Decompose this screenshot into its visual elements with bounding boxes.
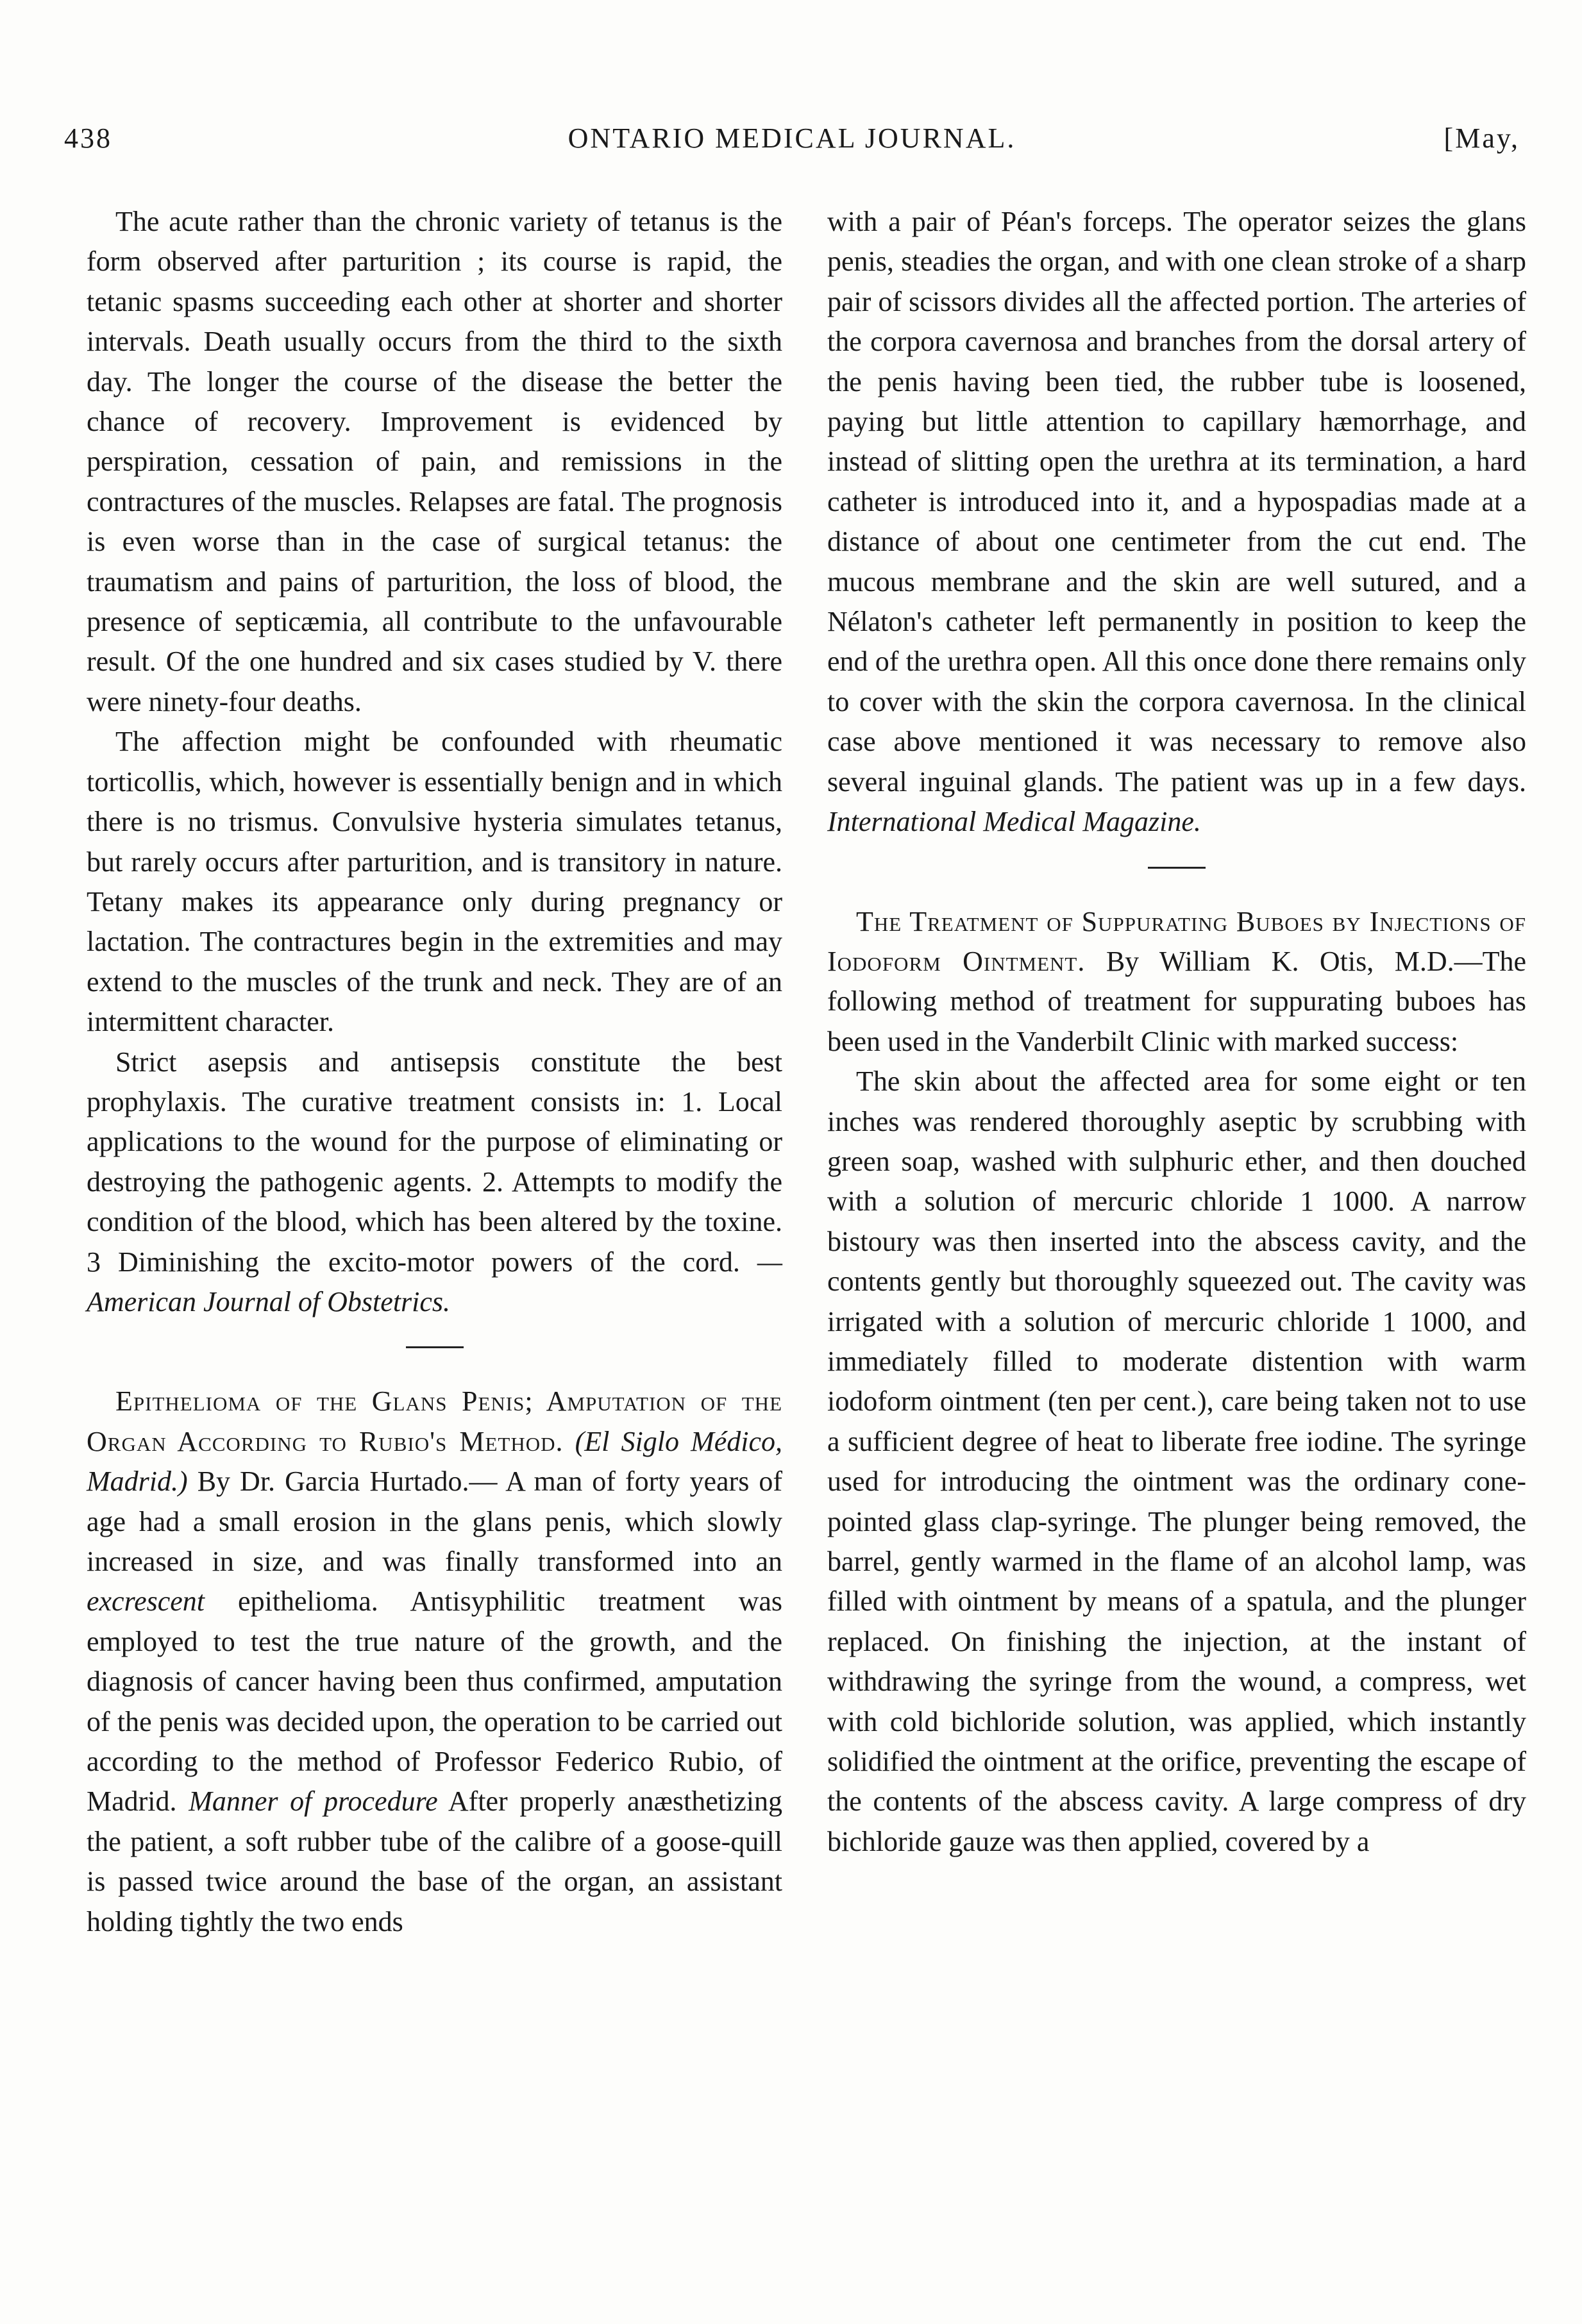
issue-month: [May, xyxy=(1443,122,1520,154)
left-column xyxy=(87,202,782,1942)
excrescent-word: excrescent xyxy=(87,1585,205,1618)
tetanus-paragraph-3-text: Strict asepsis and antisepsis constitute the best prophylaxis. The curative treatment consists in: 1. Local applications to the wound for the purpose of eliminating or destroying the pathogenic agents. 2. Attempts to modify the condition of the blood, which has been altered by the toxine. 3 Diminishing the excito-motor powers of the cord. xyxy=(87,1046,782,1278)
manner-of-procedure: Manner of procedure xyxy=(189,1785,438,1818)
page-number: 438 xyxy=(64,122,112,154)
epithelioma-title: Epithelioma of the Glans Penis; Amputation of the Organ According to Rubio's Method. xyxy=(87,1385,782,1457)
journal-title: ONTARIO MEDICAL JOURNAL. xyxy=(568,122,1016,154)
article-divider-right xyxy=(1148,867,1206,869)
tetanus-source: —American Journal of Obstetrics. xyxy=(87,1246,782,1317)
epithelioma-body: By Dr. Garcia Hurtado.— A man of forty years of age had a small erosion in the glans penis, which slowly increased in size, and was finally transformed into an xyxy=(87,1466,782,1577)
epithelioma-source: (El Siglo Médico, Madrid.) xyxy=(87,1425,783,1498)
buboes-article xyxy=(827,902,1526,1062)
rubio-continuation xyxy=(827,202,1526,842)
buboes-paragraph: The skin about the affected area for some eight or ten inches was rendered thoroughly aseptic by scrubbing with green soap, washed with sulphuric ether, and then douched with a solution of mercuric chloride 1 1000. A narrow bistoury was then inserted into the abscess cavity, and the contents gently but thoroughly squeezed out. The cavity was irrigated with a solution of mercuric chloride 1 1000, and immediately filled to moderate distention with warm iodoform ointment (ten per cent.), care being taken not to use a sufficient degree of heat to liberate free iodine. The syringe used for introducing the ointment was the ordinary cone-pointed glass clap-syringe. The plunger being removed, the barrel, gently warmed in the flame of an alcohol lamp, was filled with ointment by means of a spatula, and the plunger replaced. On finishing the injection, at the instant of withdrawing the syringe from the wound, a compress, wet with cold bichloride solution, was applied, which instantly solidified the ointment at the orifice, preventing the escape of the contents of the abscess cavity. A large compress of dry bichloride gauze was then applied, covered by a xyxy=(827,1066,1526,1857)
buboes-title: The Treatment of Suppurating Buboes by Injections of Iodoform Ointment. xyxy=(827,905,1526,977)
epithelioma-article xyxy=(87,1382,782,1942)
epithelioma-body-3: After properly anæsthetizing the patient, a soft rubber tube of the calibre of a goose-quill is passed twice around the base of the organ, an assistant holding tightly the two ends xyxy=(87,1785,782,1937)
rubio-continuation-text: with a pair of Péan's forceps. The operator seizes the glans penis, steadies the organ, and with one clean stroke of a sharp pair of scissors divides all the affected portion. The arteries of the corpora cavernosa and branches from the dorsal artery of the penis having been tied, the rubber tube is loosened, paying but little attention to capillary hæmorrhage, and instead of slitting open the urethra at its termination, a hard catheter is introduced into it, and a hypospadias made at a distance of about one centimeter from the cut end. The mucous membrane and the skin are well sutured, and a Nélaton's catheter left permanently in position to keep the end of the urethra open. All this once done there remains only to cover with the skin the corpora cavernosa. In the clinical case above mentioned it was necessary to remove also several inguinal glands. The patient was up in a few days. xyxy=(827,206,1526,798)
rubio-source: International Medical Magazine. xyxy=(827,806,1201,838)
right-column xyxy=(827,202,1526,1862)
tetanus-paragraph-2: The affection might be confounded with rheumatic torticollis, which, however is essentially benign and in which there is no trismus. Convulsive hysteria simulates tetanus, but rarely occurs after parturition, and is transitory in nature. Tetany makes its appearance only during pregnancy or lactation. The contractures begin in the extremities and may extend to the muscles of the trunk and neck. They are of an intermittent character. xyxy=(87,726,782,1038)
article-divider xyxy=(406,1346,464,1348)
page-header xyxy=(64,122,1520,173)
buboes-intro: By William K. Otis, M.D.—The following method of treatment for suppurating buboes has been used in the Vanderbilt Clinic with marked success: xyxy=(827,945,1526,1057)
epithelioma-body-2: epithelioma. Antisyphilitic treatment was employed to test the true nature of the growth, and the diagnosis of cancer having been thus confirmed, amputation of the penis was decided upon, the operation to be carried out according to the method of Professor Federico Rubio, of Madrid. xyxy=(87,1585,782,1818)
tetanus-paragraph-3 xyxy=(87,1042,782,1323)
tetanus-paragraph-1: The acute rather than the chronic variety of tetanus is the form observed after parturition ; its course is rapid, the tetanic spasms succeeding each other at shorter and shorter intervals. Death usually occurs from the third to the sixth day. The longer the course of the disease the better the chance of recovery. Improvement is evidenced by perspiration, cessation of pain, and remissions in the contractures of the muscles. Relapses are fatal. The prognosis is even worse than in the case of surgical tetanus: the traumatism and pains of parturition, the loss of blood, the presence of septicæmia, all contribute to the unfavourable result. Of the one hundred and six cases studied by V. there were ninety-four deaths. xyxy=(87,206,782,717)
